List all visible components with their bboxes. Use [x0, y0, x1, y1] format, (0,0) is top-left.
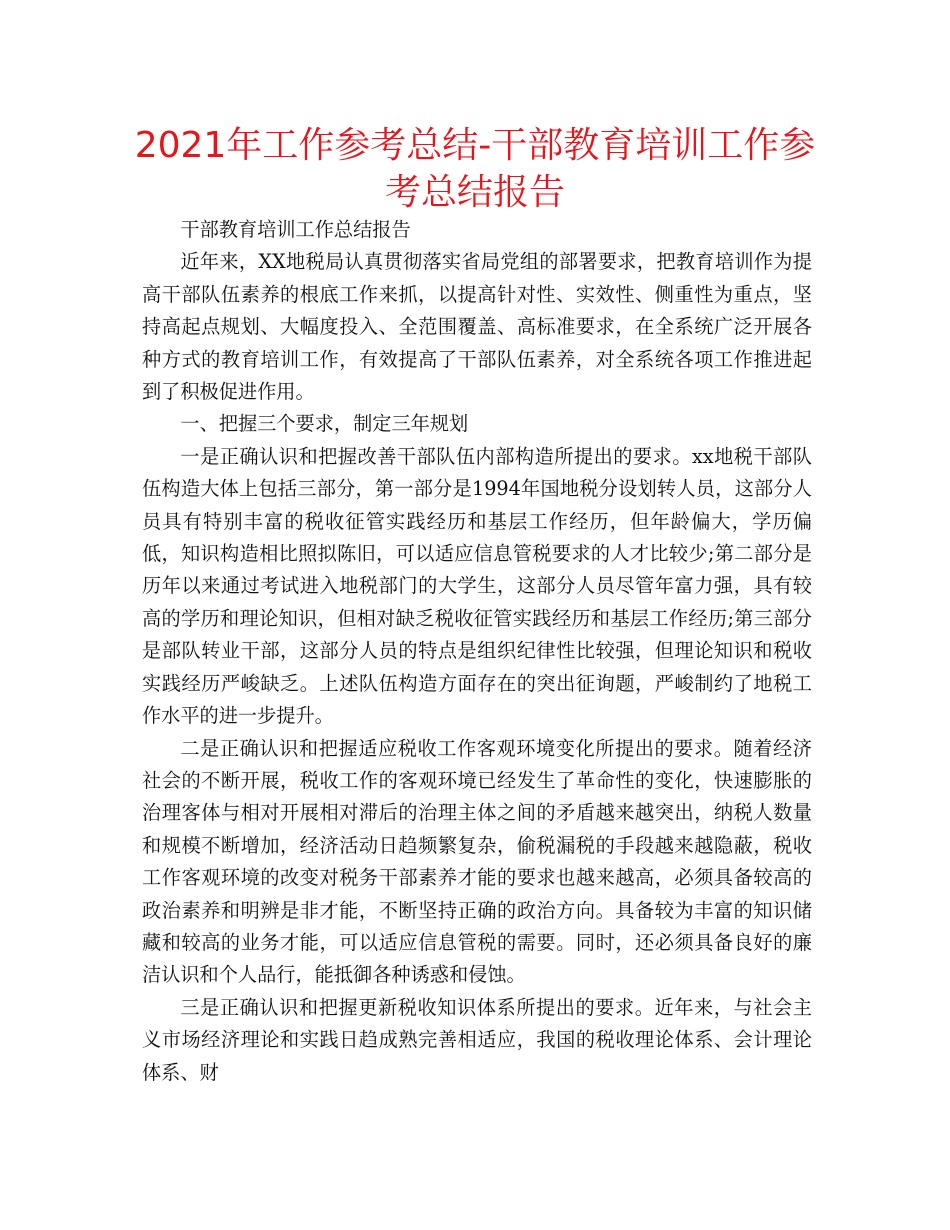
paragraph-requirement-2: 二是正确认识和把握适应税收工作客观环境变化所提出的要求。随着经济社会的不断开展，税收工作的客观环境已经发生了革命性的变化，快速膨胀的治理客体与相对开展相对滞后的治理主体之间的矛盾越来越突出，纳税人数量和规模不断增加，经济活动日趋频繁复杂，偷税漏税的手段越来越隐蔽，税收工作客观环境的改变对税务干部素养才能的要求也越来越高，必须具备较高的政治素养和明辨是非才能，不断坚持正确的政治方向。具备较为丰富的知识储藏和较高的业务才能，可以适应信息管税的需要。同时，还必须具备良好的廉洁认识和个人品行，能抵御各种诱惑和侵蚀。: [142, 736, 812, 987]
section-heading-1: 一、把握三个要求，制定三年规划: [180, 412, 469, 436]
paragraph-intro: 近年来，XX地税局认真贯彻落实省局党组的部署要求，把教育培训作为提高干部队伍素养的根底工作来抓，以提高针对性、实效性、侧重性为重点，坚持高起点规划、大幅度投入、全范围覆盖、高标准要求，在全系统广泛开展各种方式的教育培训工作，有效提高了干部队伍素养，对全系统各项工作推进起到了积极促进作用。: [142, 250, 812, 404]
document-title: 2021年工作参考总结-干部教育培训工作参考总结报告: [134, 125, 816, 213]
document-body: [142, 214, 812, 1089]
paragraph-requirement-1: 一是正确认识和把握改善干部队伍内部构造所提出的要求。xx地税干部队伍构造大体上包括三部分，第一部分是1994年国地税分设划转人员，这部分人员具有特别丰富的税收征管实践经历和基层工作经历，但年龄偏大，学历偏低，知识构造相比照拟陈旧，可以适应信息管税要求的人才比较少;第二部分是历年以来通过考试进入地税部门的大学生，这部分人员尽管年富力强，具有较高的学历和理论知识，但相对缺乏税收征管实践经历和基层工作经历;第三部分是部队转业干部，这部分人员的特点是组织纪律性比较强，但理论知识和税收实践经历严峻缺乏。上述队伍构造方面存在的突出征询题，严峻制约了地税工作水平的进一步提升。: [142, 444, 812, 728]
paragraph-requirement-3: 三是正确认识和把握更新税收知识体系所提出的要求。近年来，与社会主义市场经济理论和实践日趋成熟完善相适应，我国的税收理论体系、会计理论体系、财: [142, 995, 812, 1084]
paragraph-subtitle: 干部教育培训工作总结报告: [180, 218, 411, 241]
